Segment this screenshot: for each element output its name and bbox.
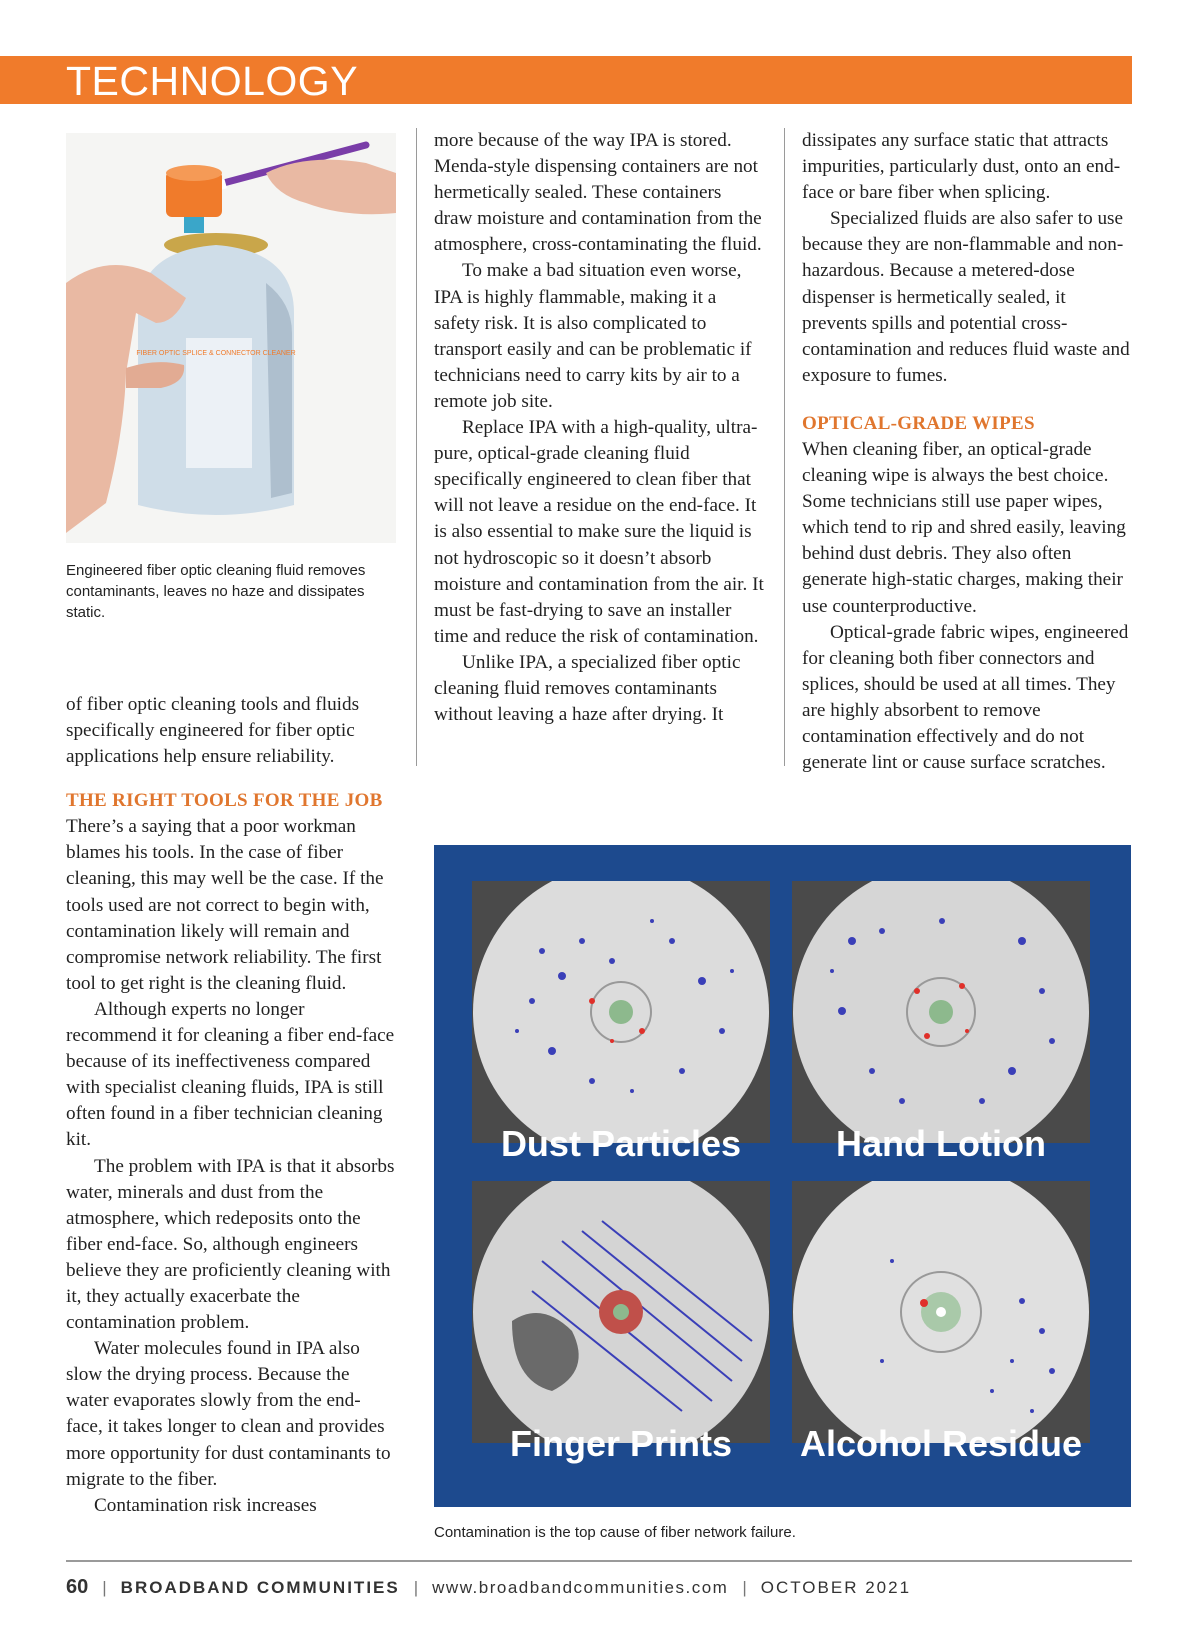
article-column-2	[434, 128, 764, 728]
section-header-bar	[0, 56, 1132, 104]
section-title: TECHNOLOGY	[66, 58, 359, 104]
micrograph-image	[792, 881, 1090, 1143]
footer-divider	[66, 1560, 1132, 1562]
paragraph: Water molecules found in IPA also slow the drying process. Because the water evaporates slowly from the end-face, it takes longer to clean and provides more opportunity for dust contaminants to migrate to the fiber.	[66, 1338, 391, 1490]
paragraph: To make a bad situation even worse, IPA is highly flammable, making it a safety risk. It is also complicated to transport easily and can be problematic if technicians need to carry kits by air to a remote job site.	[434, 260, 752, 412]
page-number: 60	[66, 1576, 89, 1598]
paragraph: Unlike IPA, a specialized fiber optic cleaning fluid removes contaminants without leaving a haze after drying. It	[434, 651, 741, 726]
paragraph: Although experts no longer recommend it for cleaning a fiber end-face because of its ineffectiveness compared with specialist cleaning fluids, IPA is still often found in a fiber technician cleaning kit.	[66, 998, 395, 1151]
photo-caption: Engineered fiber optic cleaning fluid removes contaminants, leaves no haze and dissipates static.	[66, 562, 366, 621]
paragraph: The problem with IPA is that it absorbs water, minerals and dust from the atmosphere, which redeposits onto the fiber end-face. So, although engineers believe they are proficiently cleaning with it, they actually exacerbate the contamination problem.	[66, 1155, 395, 1334]
paragraph: Specialized fluids are also safer to use because they are non-flammable and non-hazardous. Because a metered-dose dispenser is hermetically sealed, it prevents spills and potential cross-contamination and reduces fluid waste and exposure to fumes.	[802, 208, 1130, 386]
paragraph: more because of the way IPA is stored. Menda-style dispensing containers are not hermetically sealed. These containers draw moisture and contamination from the atmosphere, cross-contaminating the fluid.	[434, 130, 762, 256]
micrograph-image	[472, 881, 770, 1143]
micrograph-image	[472, 1181, 770, 1443]
label-hand-lotion: Hand Lotion	[836, 1123, 1046, 1164]
paragraph: of fiber optic cleaning tools and fluids specifically engineered for fiber optic applications help ensure reliability.	[66, 694, 360, 768]
product-photo	[66, 133, 396, 543]
footer-separator: |	[742, 1578, 747, 1597]
paragraph: Replace IPA with a high-quality, ultra-pure, optical-grade cleaning fluid specifically engineered to clean fiber that will not leave a residue on the end-face. It is also essential to make sure the liquid is not hydroscopic so it doesn’t absorb moisture and contamination from the air. It must be fast-drying to save an installer time and reduce the risk of contamination.	[434, 417, 764, 647]
label-alcohol-residue: Alcohol Residue	[799, 1423, 1083, 1464]
issue-date: OCTOBER 2021	[760, 1578, 912, 1597]
label-dust-particles: Dust Particles	[500, 1123, 742, 1164]
paragraph: When cleaning fiber, an optical-grade cleaning wipe is always the best choice. Some technicians still use paper wipes, which tend to rip and shred easily, leaving behind dust debris. They also often generate high-static charges, making their use counterproductive.	[802, 438, 1126, 617]
publication-name: BROADBAND COMMUNITIES	[120, 1578, 400, 1597]
section-heading: OPTICAL-GRADE WIPES	[802, 412, 1035, 434]
paragraph: Optical-grade fabric wipes, engineered for cleaning both fiber connectors and splices, should be used at all times. They are highly absorbent to remove contamination effectively and do not generate lint or cause surface scratches.	[802, 621, 1129, 774]
column-divider	[416, 128, 417, 766]
footer-separator: |	[102, 1578, 107, 1597]
contamination-figure	[434, 845, 1131, 1507]
can-label: FIBER OPTIC SPLICE & CONNECTOR CLEANER	[136, 350, 296, 357]
figure-caption: Contamination is the top cause of fiber network failure.	[434, 1524, 796, 1541]
micrograph-image	[792, 1181, 1090, 1443]
micrograph-lotion	[792, 881, 1090, 1143]
micrograph-fingerprints	[472, 1181, 770, 1443]
page-footer	[66, 1576, 911, 1599]
micrograph-dust	[472, 881, 770, 1143]
website-link[interactable]: www.broadbandcommunities.com	[432, 1578, 729, 1597]
article-column-3	[802, 128, 1132, 776]
micrograph-alcohol	[792, 1181, 1090, 1443]
column-divider	[784, 128, 785, 766]
paragraph: Contamination risk increases	[94, 1494, 317, 1516]
footer-separator: |	[413, 1578, 419, 1597]
paragraph: dissipates any surface static that attracts impurities, particularly dust, onto an end-face or bare fiber when splicing.	[802, 130, 1121, 204]
section-heading: THE RIGHT TOOLS FOR THE JOB	[66, 790, 383, 812]
paragraph: There’s a saying that a poor workman blames his tools. In the case of fiber cleaning, this may well be the case. If the tools used are not correct to begin with, contamination likely will remain and compromise network reliability. The first tool to get right is the cleaning fluid.	[66, 816, 384, 994]
article-column-1	[66, 692, 396, 1519]
label-finger-prints: Finger Prints	[509, 1423, 733, 1464]
